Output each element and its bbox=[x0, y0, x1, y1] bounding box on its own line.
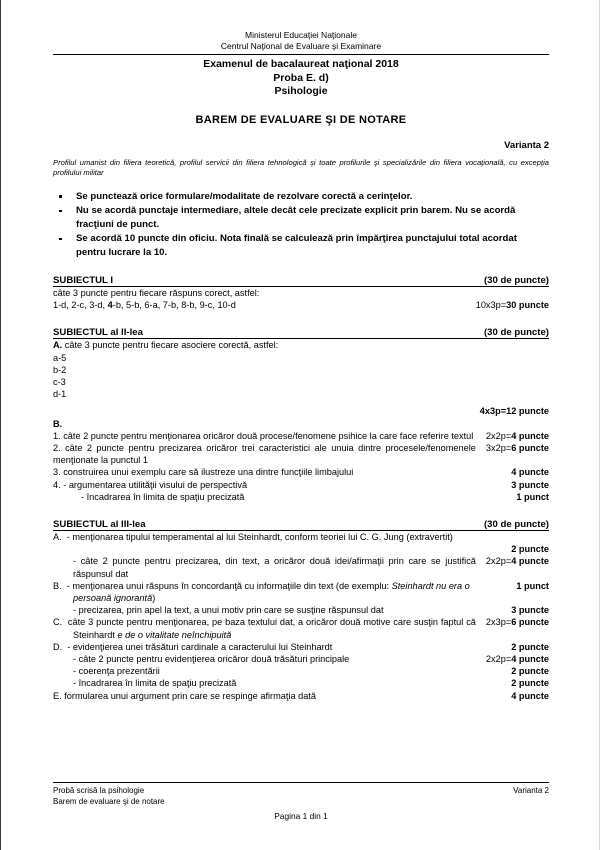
rule-text: Se punctează orice formulare/modalitate de rezolvare corectă a cerinţelor. bbox=[76, 190, 413, 202]
subject-3-d-item-points: 2 puncte bbox=[511, 641, 549, 652]
varianta-label: Varianta 2 bbox=[504, 139, 549, 151]
subject-2-b-item-text: 2. câte 2 puncte pentru precizarea oricăror trei caracteristici ale unuia dintre procesele/fenomenele menţionate la punctul 1 bbox=[53, 443, 476, 466]
subject-3-d-item-text: - încadrarea în limita de spaţiu precizată bbox=[73, 678, 237, 689]
subject-2-a-label: A. bbox=[53, 340, 63, 351]
footer-left bbox=[53, 786, 165, 807]
footer-left-line-2: Barem de evaluare şi de notare bbox=[53, 796, 165, 806]
list-item bbox=[53, 232, 549, 259]
ministry-line-2: Centrul Naţional de Evaluare şi Examinare bbox=[220, 41, 382, 51]
ministry-line-1: Ministerul Educaţiei Naţionale bbox=[245, 30, 357, 40]
subject-3-d-item-points: 2 puncte bbox=[511, 666, 549, 677]
subject-2-b-item-text: - încadrarea în limita de spaţiu precizată bbox=[81, 491, 245, 502]
barem-title: BAREM DE EVALUARE ŞI DE NOTARE bbox=[195, 113, 407, 126]
subject-2-b-item-points: 4 puncte bbox=[511, 467, 549, 478]
subject-3-e-text: E. formularea unui argument prin care se respinge afirmaţia dată bbox=[53, 690, 317, 701]
ministry-header bbox=[53, 0, 549, 52]
footer-page-number: Pagina 1 din 1 bbox=[274, 811, 328, 821]
subject-2-a-pair: c-3 bbox=[53, 377, 66, 388]
subject-3-heading bbox=[53, 519, 549, 531]
subject-1-answers-row bbox=[53, 299, 549, 311]
subject-1-answers: 1-d, 2-c, 3-d, 4-b, 5-b, 6-a, 7-b, 8-b, 9-c, 10-d bbox=[53, 300, 236, 311]
subject-3-d-item bbox=[53, 677, 549, 689]
subject-2-b-item bbox=[53, 466, 549, 478]
subject-3-e-points: 4 puncte bbox=[511, 690, 549, 701]
subject-2-points: (30 de puncte) bbox=[483, 327, 549, 339]
subject-2-b-item bbox=[53, 479, 549, 491]
subject-3-c-points: 2x3p=6 puncte bbox=[485, 617, 549, 628]
subject-3-a-line-2 bbox=[53, 555, 549, 579]
subject-3-a-line-1-points: 2 puncte bbox=[511, 544, 549, 555]
subject-3-c-text: C. câte 3 puncte pentru menţionarea, pe baza textului dat, a oricăror două motive care susţin faptul că Steinhardt e de o vitalitate neînchipuită bbox=[53, 617, 476, 640]
subject-3-b-line-1-points: 1 punct bbox=[516, 580, 549, 591]
page-footer bbox=[53, 782, 549, 822]
subject-3-d-item bbox=[53, 665, 549, 677]
exam-title-line-3: Psihologie bbox=[274, 85, 328, 97]
subject-3-d-item-text: D. - evidenţierea unei trăsături cardinale a caracterului lui Steinhardt bbox=[53, 641, 333, 652]
subject-3-a-line-2-points: 2x2p=4 puncte bbox=[485, 556, 549, 567]
subject-3-b-line-2-points: 3 puncte bbox=[511, 605, 549, 616]
subject-2-a-pair: b-2 bbox=[53, 364, 67, 375]
subject-3-b-line-1-text: B. - menţionarea unui răspuns în concordanţă cu informaţiile din text (de exemplu: Steinhardt nu era o persoană ignorantă) bbox=[53, 580, 470, 604]
subject-2-b-item-points: 2x2p=4 puncte bbox=[485, 430, 549, 441]
subject-2-b-item bbox=[53, 491, 549, 503]
exam-title bbox=[53, 58, 549, 99]
subject-1-points: (30 de puncte) bbox=[483, 275, 549, 286]
subject-3-a-line-2-text: - câte 2 puncte pentru precizarea, din text, a oricăror două idei/afirmaţii prin care se justifică răspunsul dat bbox=[73, 556, 476, 579]
subject-2-b-item-text: 3. construirea unui exemplu care să ilustreze una dintre funcţiile limbajului bbox=[53, 467, 354, 478]
subject-3-d-label: D. bbox=[53, 641, 63, 652]
bullet-icon bbox=[59, 195, 62, 198]
subject-3-a-label: A. bbox=[53, 532, 62, 543]
subject-2-heading bbox=[53, 327, 549, 339]
subject-3-d-item-text: - coerenţa prezentării bbox=[73, 666, 160, 677]
exam-title-line-1: Examenul de bacalaureat naţional 2018 bbox=[203, 58, 399, 70]
list-item bbox=[53, 190, 549, 204]
subject-2-b-item-points: 3 puncte bbox=[511, 479, 549, 490]
bullet-icon bbox=[59, 210, 62, 213]
subject-3-c-label: C. bbox=[53, 617, 63, 628]
subject-2-b-item-text: 1. câte 2 puncte pentru menţionarea oricăror două procese/fenomene psihice la care face referire textul bbox=[53, 430, 474, 441]
list-item bbox=[53, 204, 549, 231]
subject-3-a-line-1: A. - menţionarea tipului temperamental al lui Steinhardt, conform teoriei lui C. G. Jung (extravertit) bbox=[53, 532, 453, 543]
subject-2-b-item-text: 4. - argumentarea utilităţii visului de perspectivă bbox=[53, 479, 248, 490]
general-rules-list bbox=[53, 190, 549, 260]
footer-top-row bbox=[53, 786, 549, 807]
subject-3-d-item-text: - câte 2 puncte pentru evidenţierea oricăror două trăsături principale bbox=[73, 654, 350, 665]
subject-2-a-intro-text: câte 3 puncte pentru fiecare asociere corectă, astfel: bbox=[62, 340, 279, 351]
subject-2-title: SUBIECTUL al II-lea bbox=[53, 327, 143, 339]
subject-3-b-line-2-text: - precizarea, prin apel la text, a unui motiv prin care se susţine răspunsul dat bbox=[73, 605, 384, 616]
bullet-icon bbox=[59, 238, 62, 241]
subject-3-d-item-points: 2 puncte bbox=[511, 678, 549, 689]
footer-variant: Varianta 2 bbox=[513, 786, 549, 795]
subject-1-heading bbox=[53, 275, 549, 287]
subject-3-b-label: B. bbox=[53, 580, 62, 591]
subject-2-b-item-points: 3x2p=6 puncte bbox=[485, 443, 549, 454]
header-divider bbox=[53, 54, 549, 55]
subject-2-a-pair: d-1 bbox=[53, 389, 67, 400]
subject-2-a-intro bbox=[53, 339, 549, 351]
subject-3-d-item bbox=[53, 653, 549, 665]
subject-3-c-line bbox=[53, 616, 549, 640]
subject-2-b-label: B. bbox=[53, 418, 63, 429]
subject-2-a-pair: a-5 bbox=[53, 352, 67, 363]
subject-3-points: (30 de puncte) bbox=[483, 519, 549, 531]
rule-text: Nu se acordă punctaje intermediare, altele decât cele precizate explicit prin barem. Nu se acordă fracţiuni de punct. bbox=[76, 205, 516, 230]
profile-disclaimer: Profilul umanist din filiera teoretică, profilul servicii din filiera tehnologică şi toate profilurile şi specializările din filiera vocaţională, cu excepţia profilului militar bbox=[53, 157, 549, 177]
subject-1-intro: câte 3 puncte pentru fiecare răspuns corect, astfel: bbox=[53, 288, 260, 298]
subject-1-title: SUBIECTUL I bbox=[53, 275, 114, 286]
subject-3-d-item-points: 2x2p=4 puncte bbox=[485, 654, 549, 665]
footer-left-line-1: Probă scrisă la psihologie bbox=[53, 786, 145, 795]
subject-3-title: SUBIECTUL al III-lea bbox=[53, 519, 146, 531]
exam-title-line-2: Proba E. d) bbox=[273, 71, 329, 84]
subject-3-b-line-2 bbox=[53, 604, 549, 616]
subject-2-b-item bbox=[53, 430, 549, 442]
subject-2-b-item-points: 1 punct bbox=[516, 491, 549, 502]
rule-text: Se acordă 10 puncte din oficiu. Nota finală se calculează prin împărţirea punctajului total acordat pentru lucrare la 10. bbox=[76, 233, 517, 258]
subject-2-a-points: 4x3p=12 puncte bbox=[479, 406, 549, 417]
subject-1-answers-points: 10x3p=30 puncte bbox=[475, 300, 549, 311]
subject-3-d-item bbox=[53, 641, 549, 653]
document-content bbox=[53, 0, 549, 702]
subject-3-b-line-1 bbox=[53, 580, 549, 604]
subject-3-e-line bbox=[53, 690, 549, 702]
subject-2-b-item bbox=[53, 442, 549, 466]
